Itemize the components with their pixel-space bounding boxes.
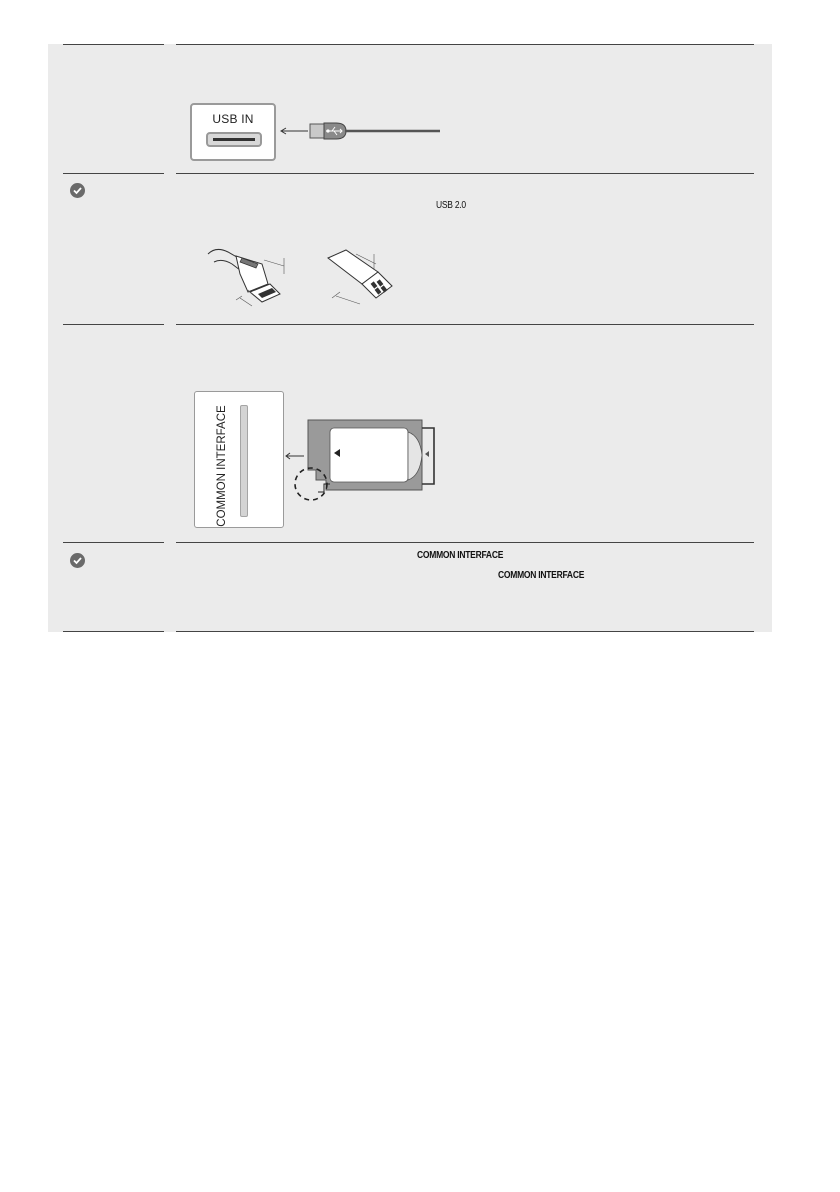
- section-rule: [63, 324, 164, 325]
- check-circle-icon: [70, 183, 85, 198]
- section-rule: [63, 542, 164, 543]
- usb-slot: [206, 132, 262, 147]
- ci-card-module-icon: [282, 418, 442, 502]
- section-rule: [176, 44, 754, 45]
- check-circle-icon: [70, 553, 85, 568]
- ci-slot: [240, 405, 248, 517]
- usb-version-label: USB 2.0: [436, 200, 466, 211]
- usb-cable-connector-icon: [206, 240, 306, 314]
- ci-interface-label: COMMON INTERFACE: [417, 550, 504, 561]
- section-rule: [176, 631, 754, 632]
- usb-plug-icon: [278, 120, 448, 148]
- usb-flash-drive-icon: [322, 244, 398, 314]
- section-rule: [176, 324, 754, 325]
- usb-port-label: USB IN: [212, 112, 254, 126]
- section-rule: [176, 173, 754, 174]
- section-rule: [63, 631, 164, 632]
- section-rule: [176, 542, 754, 543]
- section-rule: [63, 44, 164, 45]
- usb-port-diagram: [190, 103, 276, 161]
- section-rule: [63, 173, 164, 174]
- ci-interface-label: COMMON INTERFACE: [498, 570, 585, 581]
- ci-port-diagram: [194, 391, 284, 528]
- ci-port-label: COMMON INTERFACE: [216, 405, 228, 527]
